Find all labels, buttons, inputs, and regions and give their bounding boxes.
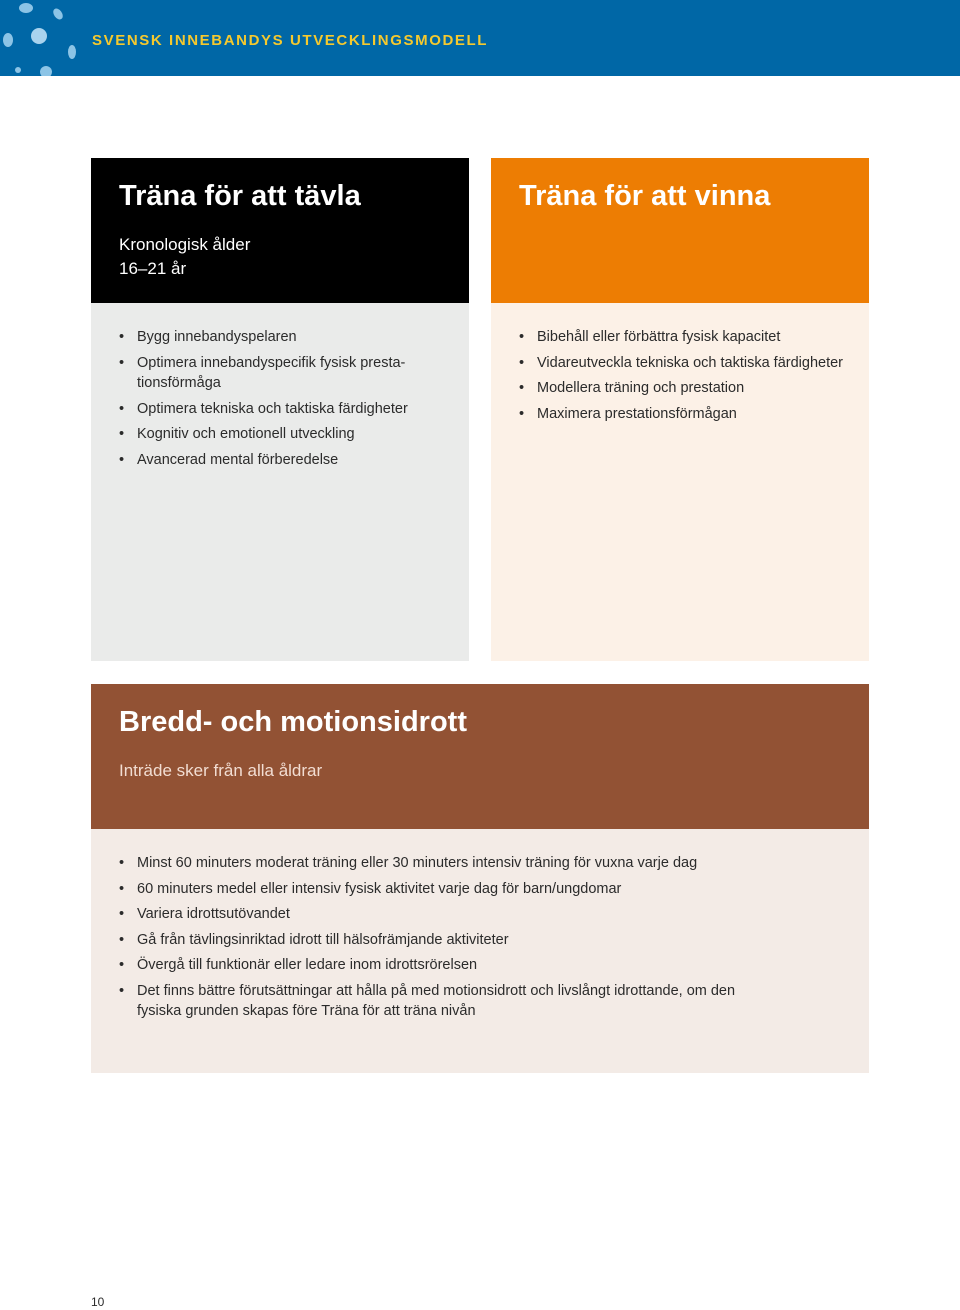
stage-broad-header [91, 684, 869, 829]
bullet-item: • Övergå till funktionär eller ledare inom idrottsrörelsen [119, 955, 749, 976]
bullet-item: • Avancerad mental förberedelse [119, 450, 445, 471]
bullet-item: • Optimera tekniska och taktiska färdigheter [119, 399, 445, 420]
stage-compete-box [91, 158, 469, 661]
stage-compete-age-label: Kronologisk ålder [119, 235, 251, 254]
page-number: 10 [91, 1295, 105, 1309]
stage-win-body [491, 303, 869, 661]
bullet-item: • 60 minuters medel eller intensiv fysisk aktivitet varje dag för barn/ungdomar [119, 879, 749, 900]
stage-broad-box [91, 684, 869, 1073]
stage-broad-title: Bredd- och motionsidrott [119, 706, 467, 738]
stage-win-bullet-list [519, 327, 845, 429]
bullet-item: • Bibehåll eller förbättra fysisk kapacitet [519, 327, 845, 348]
stage-broad-bullet-list [119, 853, 749, 1027]
stage-compete-body [91, 303, 469, 661]
stage-broad-body [91, 829, 869, 1073]
stage-compete-title: Träna för att tävla [119, 180, 361, 212]
stage-win-box [491, 158, 869, 661]
bullet-item: • Bygg innebandyspelaren [119, 327, 445, 348]
stage-compete-age-range: 16–21 år [119, 259, 187, 278]
bullet-item: • Variera idrottsutövandet [119, 904, 749, 925]
bullet-item: • Minst 60 minuters moderat träning eller 30 minuters intensiv träning för vuxna varje dag [119, 853, 749, 874]
header-title: SVENSK INNEBANDYS UTVECKLINGSMODELL [92, 32, 489, 49]
bullet-item: • Gå från tävlingsinriktad idrott till hälsofrämjande aktiviteter [119, 930, 749, 951]
stage-compete-bullet-list [119, 327, 445, 475]
bullet-item: • Vidareutveckla tekniska och taktiska färdigheter [519, 353, 845, 374]
decorative-dots-icon [0, 0, 90, 76]
bullet-item: • Maximera prestationsförmågan [519, 404, 845, 425]
stage-win-title: Träna för att vinna [519, 180, 771, 212]
header-bar [0, 0, 960, 76]
bullet-item: • Optimera innebandyspecifik fysisk prestationsförmåga [119, 353, 445, 394]
bullet-item: • Modellera träning och prestation [519, 378, 845, 399]
stage-compete-header [91, 158, 469, 303]
stage-broad-subtitle: Inträde sker från alla åldrar [119, 761, 323, 780]
stage-compete-subtitle [119, 233, 250, 281]
bullet-item: • Det finns bättre förutsättningar att hålla på med motionsidrott och livslångt idrottande, om den fysiska grunden skapas före Träna för att träna nivån [119, 981, 749, 1022]
stage-win-header [491, 158, 869, 303]
bullet-item: • Kognitiv och emotionell utveckling [119, 424, 445, 445]
